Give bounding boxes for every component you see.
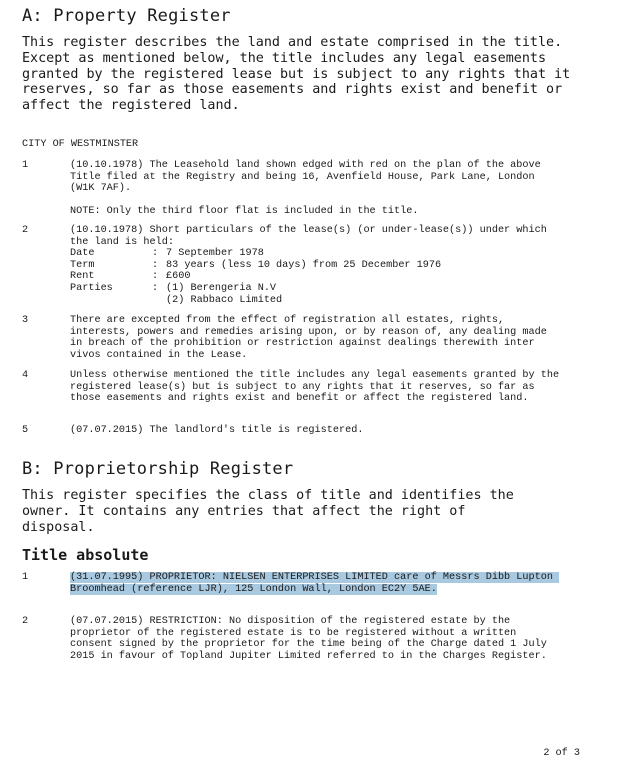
proprietorship-register-intro: This register specifies the class of title and identifies the owner. It contains any entries that affect the right of disposal. xyxy=(22,488,514,535)
property-entry-1 xyxy=(22,160,560,217)
entry-note: NOTE: Only the third floor flat is included in the title. xyxy=(70,205,419,217)
property-entry-4 xyxy=(22,370,566,405)
entry-number: 1 xyxy=(22,160,29,171)
title-class-heading: Title absolute xyxy=(22,546,149,564)
particular-separator: : xyxy=(152,259,159,271)
entry-text: (10.10.1978) Short particulars of the lease(s) (or under-lease(s)) under which the land is held: xyxy=(70,225,553,248)
proprietorship-entry-2 xyxy=(22,616,560,662)
selected-text-highlight[interactable]: (31.07.1995) PROPRIETOR: NIELSEN ENTERPRISES LIMITED care of Messrs Dibb Lupton Broomhead (reference LJR), 125 London Wall, London EC2Y 5AE. xyxy=(70,572,560,595)
entry-text: There are excepted from the effect of registration all estates, rights, interests, powers and remedies arising upon, or by reason of, any dealing made in breach of the prohibition or restriction against dealings therewith inter vivos contained in the Lease. xyxy=(70,315,553,361)
entry-number: 2 xyxy=(22,616,29,627)
particular-key: Rent xyxy=(70,271,95,283)
entry-number: 1 xyxy=(22,572,29,583)
proprietorship-entry-1 xyxy=(22,572,560,595)
entry-number: 5 xyxy=(22,425,29,436)
lease-particular-party-2 xyxy=(70,295,560,307)
particular-key: Term xyxy=(70,259,95,271)
entry-text: Unless otherwise mentioned the title includes any legal easements granted by the registered lease(s) but is subject to any rights that it reserves, so far as those easements and rights exist and benefit or affect the registered land. xyxy=(70,370,566,405)
entry-number: 4 xyxy=(22,370,29,381)
entry-text: (07.07.2015) The landlord's title is registered. xyxy=(70,425,364,436)
proprietor-entry-text[interactable] xyxy=(70,572,560,595)
particular-key: Date xyxy=(70,248,95,260)
particular-value: (2) Rabbaco Limited xyxy=(166,294,283,306)
page-indicator: 2 of 3 xyxy=(543,748,580,759)
property-entry-3 xyxy=(22,315,560,361)
particular-key: Parties xyxy=(70,282,113,294)
property-entry-5 xyxy=(22,425,560,437)
particular-value: 7 September 1978 xyxy=(166,248,264,260)
lease-particular-date xyxy=(70,248,560,260)
lease-particular-parties xyxy=(70,283,560,295)
entry-text: (10.10.1978) The Leasehold land shown edged with red on the plan of the above Title filed at the Registry and being 16, Avenfield House, Park Lane, London (W1K 7AF). xyxy=(70,160,547,195)
property-entry-2 xyxy=(22,225,560,306)
property-register-title: A: Property Register xyxy=(22,6,231,26)
particular-separator: : xyxy=(152,282,159,294)
entry-number: 3 xyxy=(22,315,29,326)
particular-separator: : xyxy=(152,248,159,260)
lease-particular-term xyxy=(70,260,560,272)
entry-text: (07.07.2015) RESTRICTION: No disposition of the registered estate by the proprietor of the registered estate is to be registered without a written consent signed by the proprietor for the time being of the Charge dated 1 July 2015 in favour of Topland Jupiter Limited referred to in the Charges Register. xyxy=(70,616,553,662)
proprietorship-register-title: B: Proprietorship Register xyxy=(22,459,294,479)
particular-value: £600 xyxy=(166,271,191,283)
entry-number: 2 xyxy=(22,225,29,236)
particular-separator: : xyxy=(152,271,159,283)
property-register-intro: This register describes the land and estate comprised in the title. Except as mentioned below, the title includes any legal easements granted by the registered lease but is subject to any rights that it reserves, so far as those easements and rights exist and benefit or affect the registered land. xyxy=(22,35,571,114)
lease-particular-rent xyxy=(70,271,560,283)
particular-value: (1) Berengeria N.V xyxy=(166,282,277,294)
particular-value: 83 years (less 10 days) from 25 December 1976 xyxy=(166,259,442,271)
location-label: CITY OF WESTMINSTER xyxy=(22,139,139,150)
